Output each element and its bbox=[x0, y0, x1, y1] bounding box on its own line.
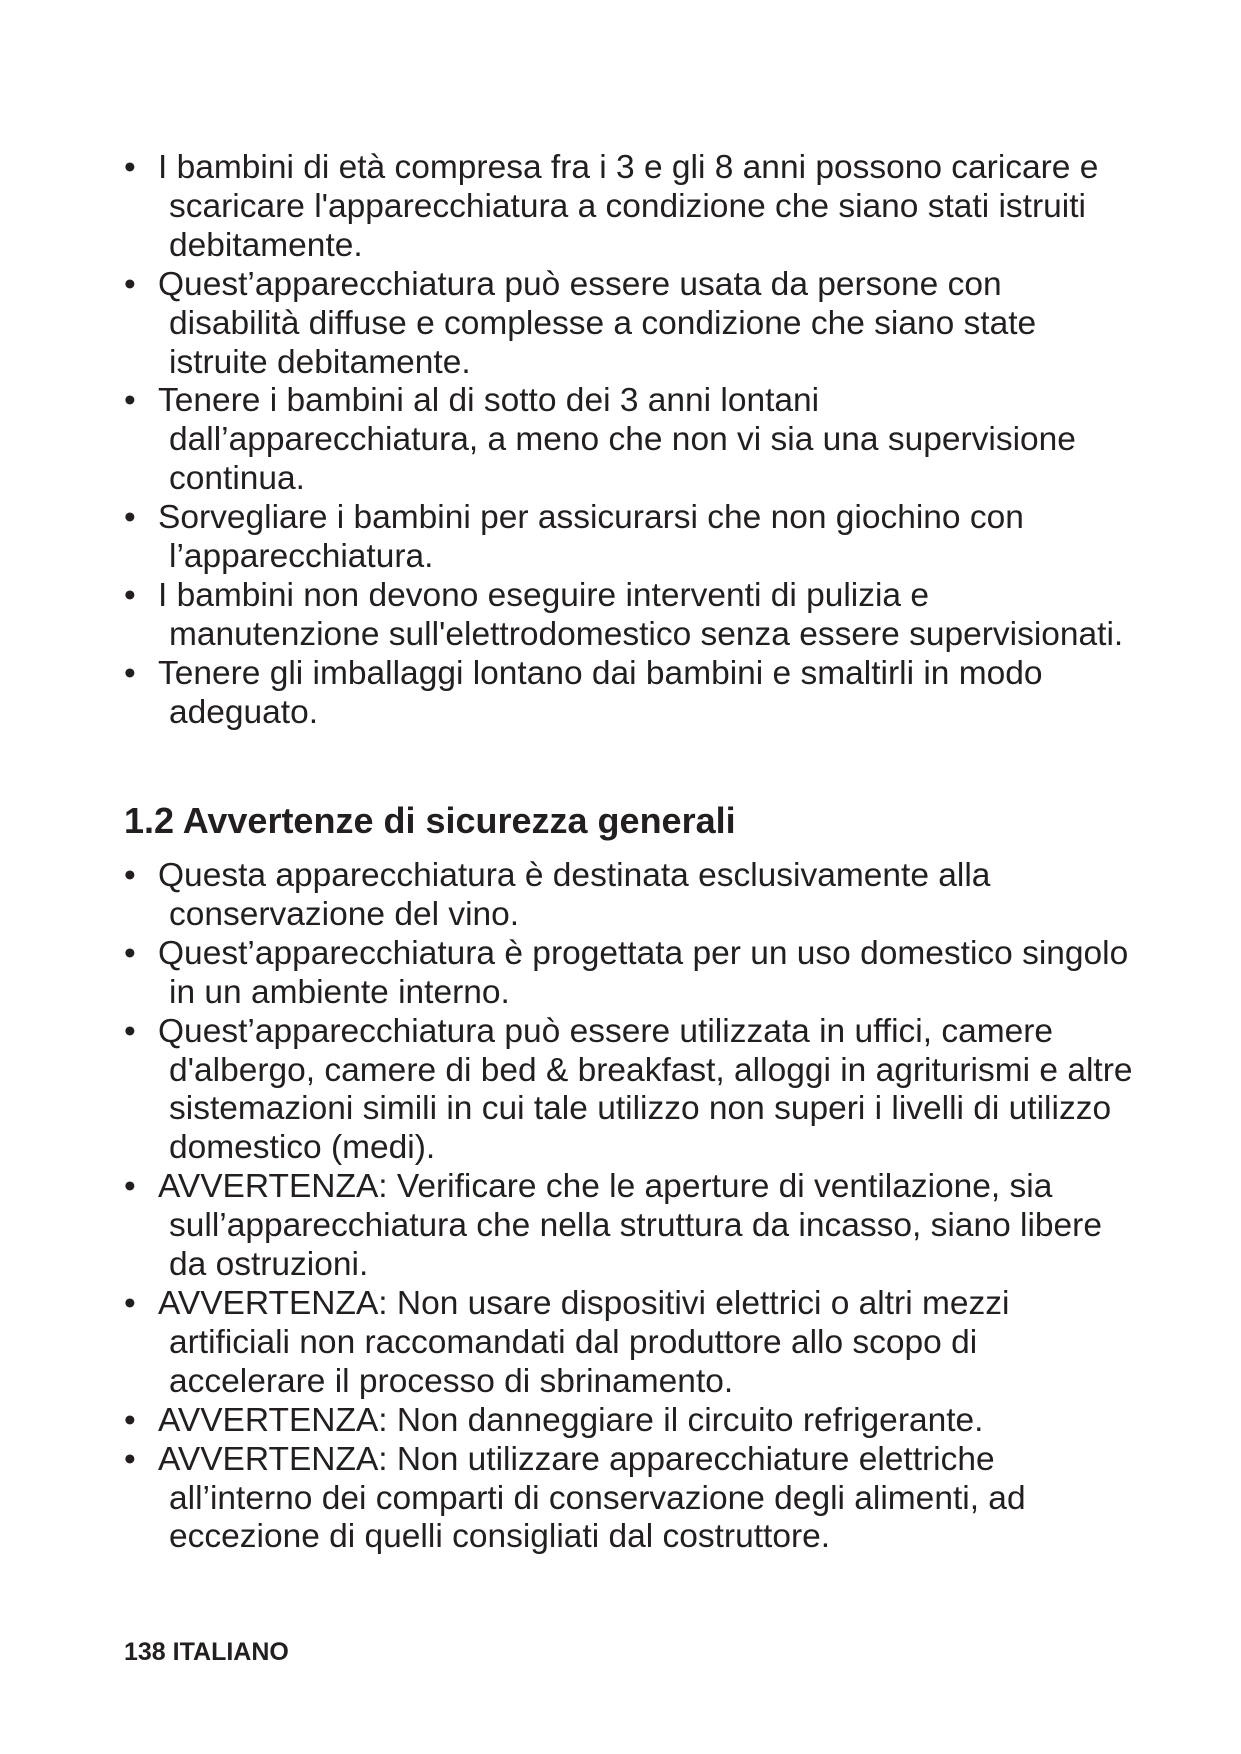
bullet-icon: • bbox=[124, 857, 136, 894]
list-item-text: I bambini di età compresa fra i 3 e gli 8 anni possono caricare e scaricare l'apparecchiatura a condizione che siano stati istruiti debitamente. bbox=[158, 149, 1099, 264]
page-footer: 138 ITALIANO bbox=[124, 1638, 289, 1666]
list-item-text: AVVERTENZA: Non danneggiare il circuito refrigerante. bbox=[158, 1401, 984, 1439]
bullet-icon: • bbox=[124, 576, 136, 614]
bullet-icon: • bbox=[124, 1440, 136, 1478]
list-item-text: Tenere gli imballaggi lontano dai bambini e smaltirli in modo adeguato. bbox=[158, 654, 1043, 731]
bullet-icon: • bbox=[124, 1012, 136, 1050]
bullet-icon: • bbox=[124, 654, 136, 692]
list-item-text: Quest’apparecchiatura è progettata per un uso domestico singolo in un ambiente interno. bbox=[158, 934, 1129, 1011]
list-item bbox=[124, 1441, 1134, 1558]
list-item-text: AVVERTENZA: Verificare che le aperture di ventilazione, sia sull’apparecchiatura che nella struttura da incasso, siano libere da ostruzioni. bbox=[158, 1168, 1102, 1284]
bullet-icon: • bbox=[124, 499, 136, 537]
list-item-text: AVVERTENZA: Non usare dispositivi elettrici o altri mezzi artificiali non raccomandati dal produttore allo scopo di accelerare il processo di sbrinamento. bbox=[158, 1284, 1010, 1400]
list-item-text: Tenere i bambini al di sotto dei 3 anni lontani dall’apparecchiatura, a meno che non vi sia una supervisione continua. bbox=[158, 382, 1076, 498]
list-item bbox=[124, 577, 1134, 655]
child-safety-list bbox=[124, 149, 1134, 733]
bullet-icon: • bbox=[124, 1284, 136, 1322]
list-item-text: Sorvegliare i bambini per assicurarsi che non giochino con l’apparecchiatura. bbox=[158, 499, 1024, 576]
list-item bbox=[124, 1168, 1134, 1285]
bullet-icon: • bbox=[124, 265, 136, 303]
list-item bbox=[124, 149, 1134, 266]
list-item-text: Quest’apparecchiatura può essere utilizzata in uffici, camere d'albergo, camere di bed & breakfast, alloggi in agriturismi e altre sistemazioni simili in cui tale utilizzo non superi i livelli di utilizzo domestico (medi). bbox=[158, 1012, 1133, 1167]
bullet-icon: • bbox=[124, 382, 136, 420]
list-item-text: AVVERTENZA: Non utilizzare apparecchiature elettriche all’interno dei comparti di conservazione degli alimenti, ad eccezione di quelli consigliati dal costruttore. bbox=[158, 1440, 1026, 1556]
list-item bbox=[124, 935, 1134, 1013]
list-item bbox=[124, 266, 1134, 383]
list-item-text: Questa apparecchiatura è destinata esclusivamente alla conservazione del vino. bbox=[158, 857, 991, 933]
list-item bbox=[124, 1285, 1134, 1402]
bullet-icon: • bbox=[124, 934, 136, 972]
bullet-icon: • bbox=[124, 149, 136, 186]
list-item bbox=[124, 1013, 1134, 1169]
list-item bbox=[124, 382, 1134, 499]
section-heading: 1.2 Avvertenze di sicurezza generali bbox=[124, 800, 736, 841]
general-safety-list bbox=[124, 857, 1134, 1557]
list-item-text: I bambini non devono eseguire interventi di pulizia e manutenzione sull'elettrodomestico senza essere supervisionati. bbox=[158, 576, 1124, 653]
list-item bbox=[124, 655, 1134, 733]
list-item-text: Quest’apparecchiatura può essere usata da persone con disabilità diffuse e complesse a condizione che siano state istruite debitamente. bbox=[158, 265, 1037, 381]
list-item bbox=[124, 499, 1134, 577]
bullet-icon: • bbox=[124, 1401, 136, 1439]
list-item bbox=[124, 857, 1134, 935]
list-item bbox=[124, 1402, 1134, 1441]
bullet-icon: • bbox=[124, 1168, 136, 1206]
